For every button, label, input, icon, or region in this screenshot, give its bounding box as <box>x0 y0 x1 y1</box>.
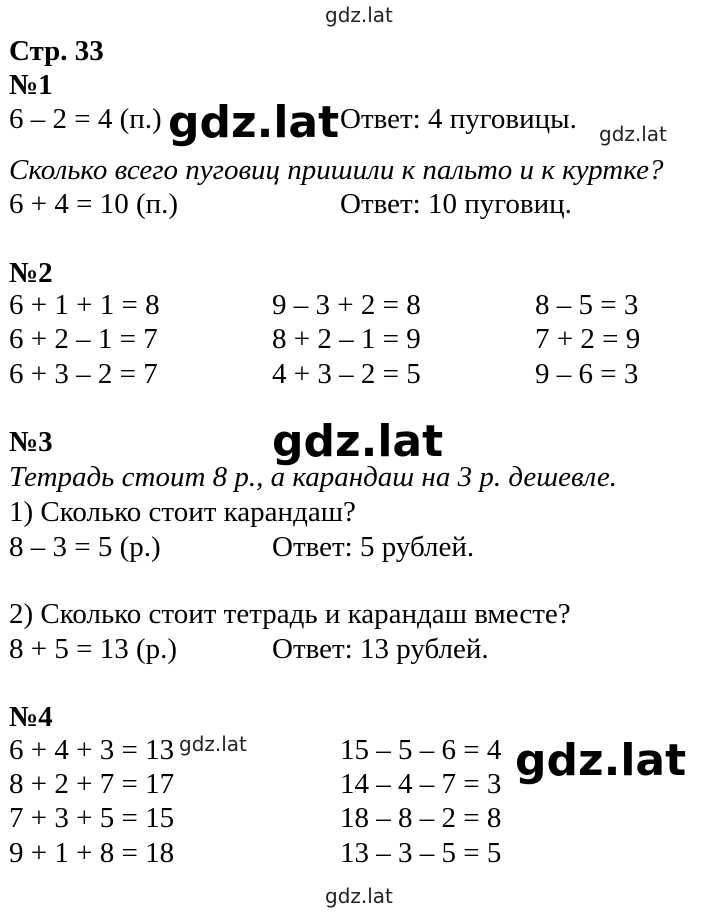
ex4-expression: 8 + 2 + 7 = 17 <box>9 768 175 800</box>
ex3-answer-1: Ответ: 5 рублей. <box>272 531 475 563</box>
watermark-bottom: gdz.lat <box>325 884 393 908</box>
ex1-calculation-1: 6 – 2 = 4 (п.) <box>9 103 162 135</box>
ex4-expression: 14 – 4 – 7 = 3 <box>340 768 502 800</box>
ex4-expression: 9 + 1 + 8 = 18 <box>9 837 175 869</box>
watermark-small: gdz.lat <box>599 122 667 146</box>
exercise-4-heading: №4 <box>9 701 53 733</box>
ex3-calculation-1: 8 – 3 = 5 (р.) <box>9 531 161 563</box>
ex2-expression: 6 + 1 + 1 = 8 <box>9 289 160 321</box>
ex2-expression: 7 + 2 = 9 <box>535 323 641 355</box>
ex3-calculation-2: 8 + 5 = 13 (р.) <box>9 633 178 665</box>
ex4-expression: 15 – 5 – 6 = 4 <box>340 734 502 766</box>
ex3-question-1: 1) Сколько стоит карандаш? <box>9 496 356 528</box>
ex1-question: Сколько всего пуговиц пришили к пальто и к куртке? <box>9 154 664 186</box>
exercise-2-heading: №2 <box>9 257 53 289</box>
ex4-expression: 18 – 8 – 2 = 8 <box>340 802 502 834</box>
ex2-expression: 8 + 2 – 1 = 9 <box>272 323 421 355</box>
ex3-answer-2: Ответ: 13 рублей. <box>272 633 489 665</box>
ex1-answer-2: Ответ: 10 пуговиц. <box>340 188 572 220</box>
watermark-large: gdz.lat <box>272 416 444 467</box>
ex2-expression: 6 + 3 – 2 = 7 <box>9 358 158 390</box>
ex2-expression: 9 – 6 = 3 <box>535 358 639 390</box>
watermark-small: gdz.lat <box>179 732 247 756</box>
exercise-3-heading: №3 <box>9 426 53 458</box>
ex4-expression: 7 + 3 + 5 = 15 <box>9 802 175 834</box>
ex2-expression: 4 + 3 – 2 = 5 <box>272 358 421 390</box>
ex3-condition: Тетрадь стоит 8 р., а карандаш на 3 р. дешевле. <box>9 461 618 493</box>
page-title: Стр. 33 <box>9 35 104 67</box>
ex1-answer-1: Ответ: 4 пуговицы. <box>340 103 577 135</box>
ex2-expression: 6 + 2 – 1 = 7 <box>9 323 158 355</box>
watermark-large: gdz.lat <box>168 97 340 148</box>
ex2-expression: 8 – 5 = 3 <box>535 289 639 321</box>
ex3-question-2: 2) Сколько стоит тетрадь и карандаш вместе? <box>9 598 571 630</box>
watermark-top: gdz.lat <box>325 3 393 27</box>
ex4-expression: 6 + 4 + 3 = 13 <box>9 734 175 766</box>
ex2-expression: 9 – 3 + 2 = 8 <box>272 289 421 321</box>
watermark-large: gdz.lat <box>515 735 687 786</box>
exercise-1-heading: №1 <box>9 69 53 101</box>
ex4-expression: 13 – 3 – 5 = 5 <box>340 837 502 869</box>
ex1-calculation-2: 6 + 4 = 10 (п.) <box>9 188 179 220</box>
